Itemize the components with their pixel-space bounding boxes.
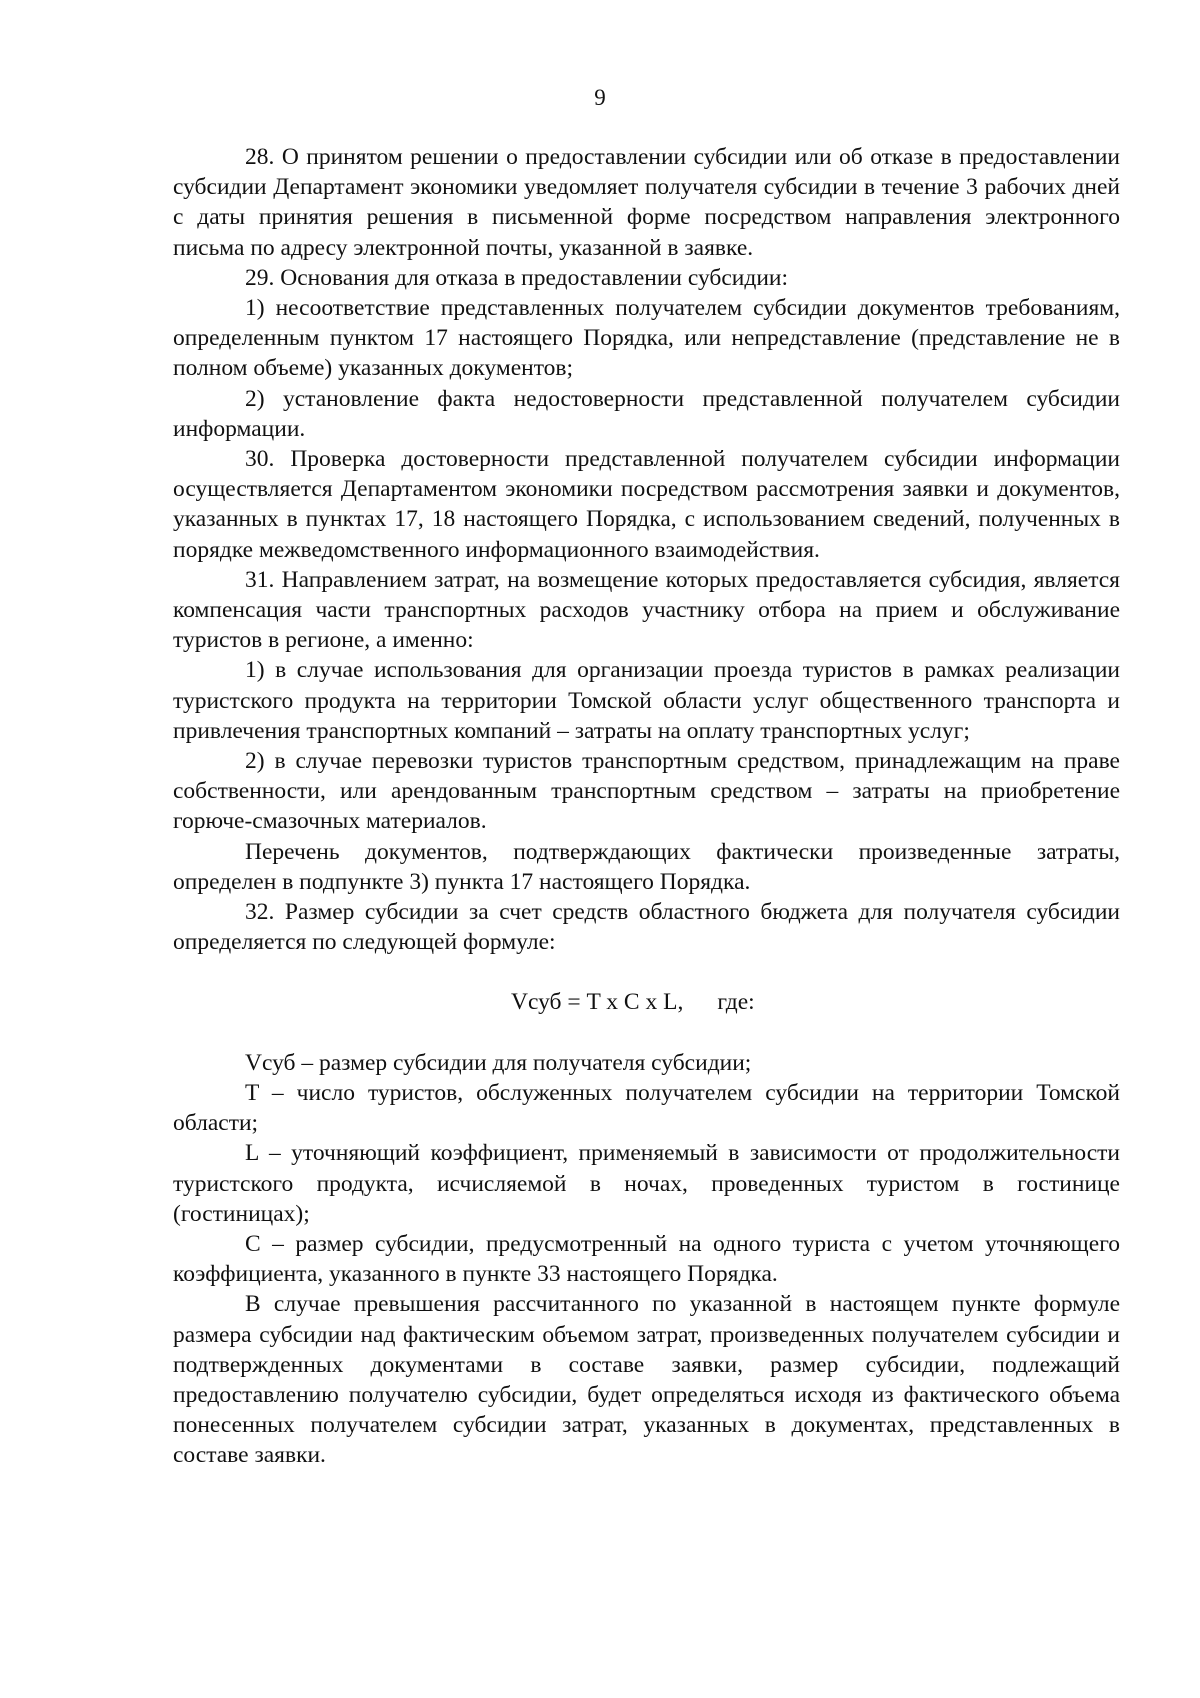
paragraph-29-item-1: 1) несоответствие представленных получателем субсидии документов требованиям, определенным пунктом 17 настоящего Порядка, или непредставление (представление не в полном объеме) указанных документов;	[173, 295, 1120, 382]
definition-t: T – число туристов, обслуженных получателем субсидии на территории Томской области;	[173, 1079, 1120, 1137]
document-body	[173, 142, 1120, 1471]
definition-c: C – размер субсидии, предусмотренный на одного туриста с учетом уточняющего коэффициента, указанного в пункте 33 настоящего Порядка.	[173, 1230, 1120, 1288]
paragraph-excess-case: В случае превышения рассчитанного по указанной в настоящем пункте формуле размера субсидии над фактическим объемом затрат, произведенных получателем субсидии и подтвержденных документами в составе заявки, размер субсидии, подлежащий предоставлению получателю субсидии, будет определяться исходя из фактического объема понесенных получателем субсидии затрат, указанных в документах, представленных в составе заявки.	[173, 1291, 1120, 1469]
paragraph-31: 31. Направлением затрат, на возмещение которых предоставляется субсидия, является компенсация части транспортных расходов участнику отбора на прием и обслуживание туристов в регионе, а именно:	[173, 566, 1120, 654]
paragraph-31-item-2: 2) в случае перевозки туристов транспортным средством, принадлежащим на праве собственности, или арендованным транспортным средством – затраты на приобретение горюче-смазочных материалов.	[173, 748, 1120, 835]
formula-expression: Vсуб = T x C x L,	[511, 989, 684, 1016]
paragraph-29-item-2: 2) установление факта недостоверности представленной получателем субсидии информации.	[173, 385, 1120, 442]
paragraph-28: 28. О принятом решении о предоставлении субсидии или об отказе в предоставлении субсидии Департамент экономики уведомляет получателя субсидии в течение 3 рабочих дней с даты принятия решения в письменной форме посредством направления электронного письма по адресу электронной почты, указанной в заявке.	[173, 144, 1120, 261]
definition-l: L – уточняющий коэффициент, применяемый в зависимости от продолжительности туристского продукта, исчисляемой в ночах, проведенных туристом в гостинице (гостиницах);	[173, 1140, 1120, 1227]
paragraph-31-item-1: 1) в случае использования для организации проезда туристов в рамках реализации туристского продукта на территории Томской области услуг общественного транспорта и привлечения транспортных компаний – затраты на оплату транспортных услуг;	[173, 657, 1120, 744]
subsidy-formula	[173, 987, 1120, 1017]
paragraph-29: 29. Основания для отказа в предоставлении субсидии:	[245, 264, 789, 291]
page-number: 9	[594, 85, 606, 110]
formula-where: где:	[717, 989, 755, 1016]
paragraph-30: 30. Проверка достоверности представленной получателем субсидии информации осуществляется Департаментом экономики посредством рассмотрения заявки и документов, указанных в пунктах 17, 18 настоящего Порядка, с использованием сведений, полученных в порядке межведомственного информационного взаимодействия.	[173, 446, 1120, 563]
paragraph-documents-list: Перечень документов, подтверждающих фактически произведенные затраты, определен в подпункте 3) пункта 17 настоящего Порядка.	[173, 838, 1120, 895]
definition-vsub: Vсуб – размер субсидии для получателя субсидии;	[245, 1049, 752, 1076]
paragraph-32: 32. Размер субсидии за счет средств областного бюджета для получателя субсидии определяется по следующей формуле:	[173, 899, 1120, 956]
